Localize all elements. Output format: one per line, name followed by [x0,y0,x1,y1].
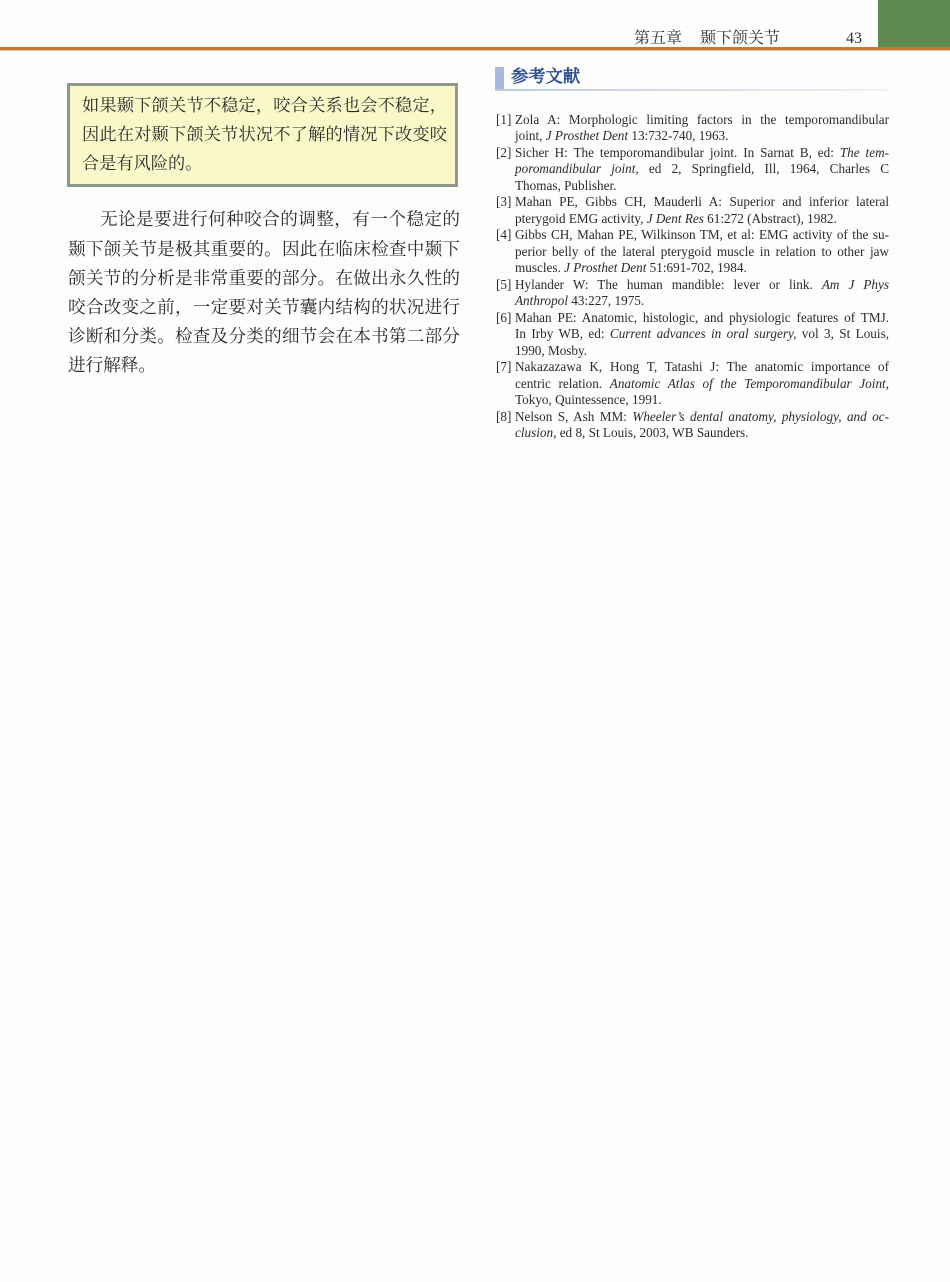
reference-line [515,293,889,310]
body-line: 无论是要进行何种咬合的调整，有一个稳定的 [100,210,460,231]
reference-line [515,392,889,409]
references-heading-bar [495,67,504,91]
reference-italic-text: Am J Phys [821,276,889,292]
reference-line [515,343,889,360]
reference-body [515,145,889,195]
reference-item [496,409,889,442]
reference-item [496,277,889,310]
reference-italic-text: J Prosthet Dent [545,128,629,144]
reference-text: Mahan PE: Anatomic, histologic, and physiologic features of TMJ. [515,309,889,325]
reference-italic-text: Anthropol [515,293,568,309]
body-line: 颌关节的分析是非常重要的部分。在做出永久性的 [68,268,460,289]
reference-item [496,310,889,360]
reference-italic-text: J Prosthet Dent [564,260,647,276]
reference-text: joint, [515,128,546,144]
reference-line [515,310,889,327]
reference-text: Mahan PE, Gibbs CH, Mauderli A: Superior and inferior lateral [515,194,889,210]
reference-text: ed 8, St Louis, 2003, WB Saunders. [556,425,749,441]
body-line: 咬合改变之前，一定要对关节囊内结构的状况进行 [68,297,460,318]
reference-line [515,326,889,343]
header-accent-block [878,0,950,47]
references-heading: 参考文献 [511,67,581,87]
reference-italic-text: Wheeler’s dental anatomy, physiology, and oc- [632,408,889,424]
reference-text: 43:227, 1975. [568,293,645,309]
reference-number: [6] [496,309,512,325]
reference-number: [1] [496,111,512,127]
reference-text: vol 3, St Louis, [796,326,889,342]
reference-line [515,425,889,442]
reference-number: [7] [496,359,512,375]
reference-text: 51:691-702, 1984. [646,260,747,276]
reference-line [515,376,889,393]
reference-body [515,194,889,227]
reference-item [496,194,889,227]
reference-text: Tokyo, Quintessence, 1991. [515,392,662,408]
reference-text: 61:272 (Abstract), 1982. [703,210,837,226]
references-heading-rule [495,89,889,91]
reference-text: In Irby WB, ed: [515,326,610,342]
page-number: 43 [846,30,862,47]
reference-body [515,310,889,360]
chapter-number: 第五章 [634,30,683,47]
reference-text: muscles. [515,260,565,276]
reference-line [515,244,889,261]
reference-line [515,227,889,244]
reference-text: Gibbs CH, Mahan PE, Wilkinson TM, et al: EMG activity of the su- [515,227,889,243]
reference-line [515,194,889,211]
reference-line [515,112,889,129]
reference-line [515,161,889,178]
reference-text: 13:732-740, 1963. [628,128,729,144]
reference-list [496,112,889,442]
reference-number: [3] [496,194,512,210]
reference-line [515,178,889,195]
reference-body [515,409,889,442]
reference-text: Hylander W: The human mandible: lever or link. [515,276,822,292]
reference-line [515,359,889,376]
reference-text: perior belly of the lateral pterygoid muscle in relation to other jaw [515,243,889,259]
reference-text: ed 2, Springfield, Ill, 1964, Charles C [638,161,889,177]
reference-item [496,359,889,409]
reference-text: Zola A: Morphologic limiting factors in the temporomandibular [515,111,889,127]
reference-italic-text: J Dent Res [646,210,704,226]
callout-line: 如果颞下颌关节不稳定，咬合关系也会不稳定， [82,95,447,116]
reference-item [496,227,889,277]
reference-text: Thomas, Publisher. [515,177,617,193]
reference-italic-text: poromandibular joint, [515,161,639,177]
reference-body [515,227,889,277]
reference-number: [2] [496,144,512,160]
reference-body [515,277,889,310]
chapter-title: 颞下颌关节 [700,30,781,47]
body-paragraph [68,206,460,381]
reference-line [515,145,889,162]
reference-line [515,277,889,294]
reference-text: Nelson S, Ash MM: [515,408,633,424]
reference-item [496,112,889,145]
header-rule [0,47,950,50]
reference-italic-text: clusion, [515,425,557,441]
reference-text: pterygoid EMG activity, [515,210,647,226]
reference-line [515,211,889,228]
reference-body [515,359,889,409]
callout-box [67,83,458,187]
reference-text: Nakazazawa K, Hong T, Tatashi J: The anatomic importance of [515,359,889,375]
reference-italic-text: Anatomic Atlas of the Temporomandibular Joint, [609,375,889,391]
reference-number: [4] [496,227,512,243]
body-line: 进行解释。 [68,356,156,377]
callout-line: 合是有风险的。 [82,153,203,174]
reference-italic-text: Current advances in oral surgery, [609,326,797,342]
reference-number: [8] [496,408,512,424]
reference-item [496,145,889,195]
reference-text: 1990, Mosby. [515,342,588,358]
reference-line [515,260,889,277]
reference-body [515,112,889,145]
reference-line [515,409,889,426]
callout-line: 因此在对颞下颌关节状况不了解的情况下改变咬 [82,124,447,145]
reference-italic-text: The tem- [839,144,889,160]
reference-number: [5] [496,276,512,292]
reference-text: centric relation. [515,375,610,391]
body-line: 诊断和分类。检查及分类的细节会在本书第二部分 [68,327,460,348]
reference-text: Sicher H: The temporomandibular joint. In Sarnat B, ed: [515,144,840,160]
body-line: 颞下颌关节是极其重要的。因此在临床检查中颞下 [68,239,460,260]
reference-line [515,128,889,145]
